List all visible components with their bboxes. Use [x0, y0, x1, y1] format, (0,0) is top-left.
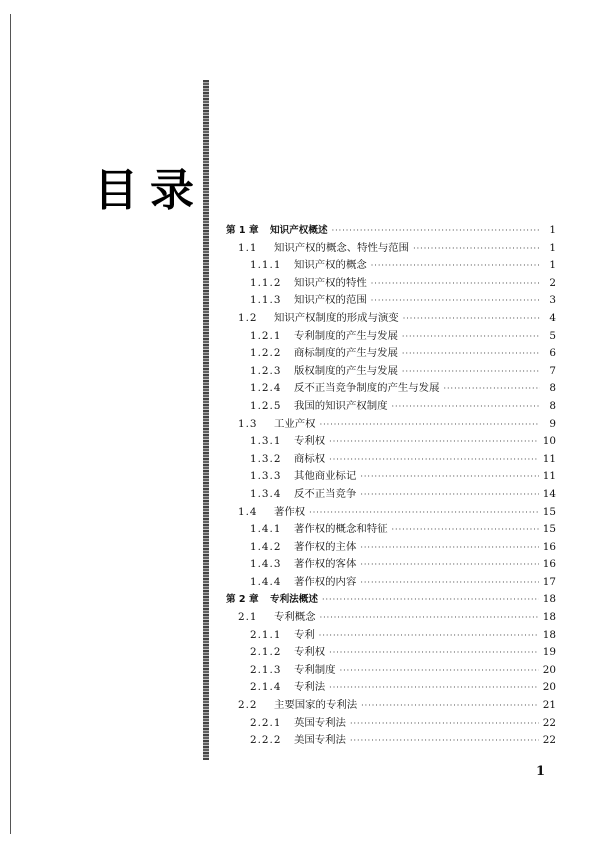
toc-entry-page: 20 — [542, 681, 556, 694]
toc-entry-number: 2.2 — [238, 699, 258, 712]
toc-entry-page: 16 — [542, 540, 556, 553]
toc-entry-title: 知识产权的概念、特性与范围 — [274, 241, 410, 254]
toc-entry-title: 主要国家的专利法 — [274, 699, 358, 712]
toc-subsection-row[interactable] — [226, 574, 556, 592]
toc-chapter-row[interactable] — [226, 222, 556, 240]
toc-entry-number: 2.1 — [238, 611, 258, 624]
dot-leader — [329, 644, 539, 662]
toc-entry-page: 11 — [542, 470, 556, 483]
page-title: 目录 — [94, 165, 206, 216]
toc-entry-page: 22 — [542, 734, 556, 747]
toc-entry-number: 2.1.4 — [250, 681, 282, 694]
toc-entry-title: 我国的知识产权制度 — [294, 399, 388, 412]
dot-leader — [350, 732, 539, 750]
toc-section-row[interactable] — [226, 240, 556, 258]
toc-entry-page: 17 — [542, 575, 556, 588]
dot-leader — [320, 609, 539, 627]
dot-leader — [402, 328, 540, 346]
toc-subsection-row[interactable] — [226, 486, 556, 504]
toc-entry-number: 1.3.2 — [250, 452, 282, 465]
toc-entry-number: 1.4.4 — [250, 575, 282, 588]
toc-section-row[interactable] — [226, 416, 556, 434]
toc-chapter-row[interactable] — [226, 591, 556, 609]
toc-subsection-row[interactable] — [226, 732, 556, 750]
toc-entry-number: 1.3.1 — [250, 435, 282, 448]
dot-leader — [360, 468, 538, 486]
toc-entry-page: 1 — [549, 241, 556, 254]
toc-entry-page: 18 — [542, 593, 556, 606]
toc-entry-number: 1.1 — [238, 241, 258, 254]
dot-leader — [392, 521, 539, 539]
toc-section-row[interactable] — [226, 310, 556, 328]
dot-leader — [322, 591, 539, 609]
toc-entry-page: 19 — [542, 646, 556, 659]
toc-entry-number: 1.2 — [238, 311, 258, 324]
toc-entry-title: 反不正当竞争制度的产生与发展 — [294, 382, 440, 395]
dot-leader — [361, 697, 539, 715]
toc-entry-page: 22 — [542, 716, 556, 729]
dot-leader — [320, 416, 540, 434]
toc-entry-title: 专利法概述 — [270, 594, 318, 606]
toc-entry-title: 专利制度的产生与发展 — [294, 329, 398, 342]
toc-entry-page: 4 — [549, 311, 556, 324]
dot-leader — [402, 363, 540, 381]
dot-leader — [329, 433, 539, 451]
toc-subsection-row[interactable] — [226, 345, 556, 363]
toc-entry-number: 第 1 章 — [226, 225, 259, 236]
toc-entry-title: 著作权的主体 — [294, 540, 357, 553]
toc-entry-number: 2.2.2 — [250, 734, 282, 747]
toc-entry-title: 商标权 — [294, 452, 326, 465]
toc-subsection-row[interactable] — [226, 451, 556, 469]
toc-entry-page: 2 — [549, 276, 556, 289]
toc-entry-title: 知识产权概述 — [270, 225, 328, 236]
toc-subsection-row[interactable] — [226, 257, 556, 275]
toc-subsection-row[interactable] — [226, 363, 556, 381]
dot-leader — [360, 574, 538, 592]
toc-entry-page: 5 — [549, 329, 556, 342]
toc-entry-number: 2.1.2 — [250, 646, 282, 659]
toc-subsection-row[interactable] — [226, 715, 556, 733]
toc-entry-title: 知识产权制度的形成与演变 — [274, 311, 399, 324]
dot-leader — [329, 451, 539, 469]
dot-leader — [443, 380, 540, 398]
toc-entry-page: 1 — [549, 224, 556, 236]
toc-entry-title: 美国专利法 — [294, 734, 346, 747]
toc-entry-title: 专利权 — [294, 435, 326, 448]
toc-entry-page: 21 — [542, 699, 556, 712]
toc-subsection-row[interactable] — [226, 380, 556, 398]
dot-leader — [360, 486, 538, 504]
toc-entry-page: 6 — [549, 347, 556, 360]
toc-entry-page: 15 — [542, 505, 556, 518]
toc-section-row[interactable] — [226, 504, 556, 522]
toc-entry-page: 11 — [542, 452, 556, 465]
toc-subsection-row[interactable] — [226, 292, 556, 310]
toc-entry-number: 1.1.2 — [250, 276, 282, 289]
toc-entry-page: 3 — [549, 294, 556, 307]
toc-section-row[interactable] — [226, 697, 556, 715]
toc-entry-title: 著作权 — [274, 505, 306, 518]
toc-entry-number: 1.2.2 — [250, 347, 282, 360]
toc-subsection-row[interactable] — [226, 662, 556, 680]
page-edge-rule — [10, 14, 11, 834]
dot-leader — [350, 715, 539, 733]
toc-entry-number: 1.3.3 — [250, 470, 282, 483]
dot-leader — [319, 627, 539, 645]
toc-entry-title: 工业产权 — [274, 417, 316, 430]
dot-leader — [392, 398, 540, 416]
toc-entry-number: 1.2.3 — [250, 364, 282, 377]
dot-leader — [340, 662, 539, 680]
toc-subsection-row[interactable] — [226, 328, 556, 346]
toc-entry-title: 专利制度 — [294, 663, 336, 676]
toc-entry-title: 专利法 — [294, 681, 326, 694]
toc-entry-title: 著作权的内容 — [294, 575, 357, 588]
toc-entry-number: 1.4.2 — [250, 540, 282, 553]
toc-entry-page: 20 — [542, 663, 556, 676]
toc-subsection-row[interactable] — [226, 433, 556, 451]
toc-subsection-row[interactable] — [226, 398, 556, 416]
toc-entry-title: 专利权 — [294, 646, 326, 659]
toc-entry-title: 专利 — [294, 628, 315, 641]
toc-entry-page: 15 — [542, 523, 556, 536]
dot-leader — [360, 539, 538, 557]
dot-leader — [309, 504, 539, 522]
toc-entry-number: 2.2.1 — [250, 716, 282, 729]
dot-leader — [403, 310, 540, 328]
toc-entry-title: 版权制度的产生与发展 — [294, 364, 398, 377]
toc-entry-page: 9 — [549, 417, 556, 430]
toc-entry-title: 著作权的客体 — [294, 558, 357, 571]
toc-entry-number: 1.3 — [238, 417, 258, 430]
toc-entry-title: 知识产权的概念 — [294, 259, 367, 272]
toc-subsection-row[interactable] — [226, 521, 556, 539]
toc-subsection-row[interactable] — [226, 627, 556, 645]
toc-entry-title: 著作权的概念和特征 — [294, 523, 388, 536]
toc-entry-number: 1.3.4 — [250, 487, 282, 500]
toc-entry-title: 反不正当竞争 — [294, 487, 357, 500]
toc-entry-page: 14 — [542, 487, 556, 500]
toc-entry-page: 8 — [549, 399, 556, 412]
toc-subsection-row[interactable] — [226, 679, 556, 697]
toc-entry-number: 2.1.3 — [250, 663, 282, 676]
toc-subsection-row[interactable] — [226, 539, 556, 557]
dot-leader — [371, 275, 540, 293]
toc-subsection-row[interactable] — [226, 468, 556, 486]
toc-entry-number: 1.2.5 — [250, 399, 282, 412]
toc-entry-number: 第 2 章 — [226, 594, 259, 606]
toc-entry-number: 1.2.1 — [250, 329, 282, 342]
toc-entry-page: 1 — [549, 259, 556, 272]
toc-entry-title: 其他商业标记 — [294, 470, 357, 483]
toc-subsection-row[interactable] — [226, 644, 556, 662]
toc-entry-title: 英国专利法 — [294, 716, 346, 729]
dot-leader — [360, 556, 538, 574]
toc-entry-page: 16 — [542, 558, 556, 571]
dot-leader — [371, 257, 540, 275]
toc-entry-number: 1.4.3 — [250, 558, 282, 571]
toc-entry-number: 2.1.1 — [250, 628, 282, 641]
toc-entry-number: 1.4 — [238, 505, 258, 518]
dot-leader — [329, 679, 539, 697]
toc-section-row[interactable] — [226, 609, 556, 627]
toc-entry-page: 10 — [542, 435, 556, 448]
toc-subsection-row[interactable] — [226, 275, 556, 293]
toc-subsection-row[interactable] — [226, 556, 556, 574]
dot-leader — [332, 222, 540, 240]
toc-entry-title: 知识产权的范围 — [294, 294, 367, 307]
toc-entry-title: 知识产权的特性 — [294, 276, 367, 289]
toc-entry-number: 1.1.1 — [250, 259, 282, 272]
toc-entry-number: 1.1.3 — [250, 294, 282, 307]
toc-entry-page: 18 — [542, 611, 556, 624]
toc-entry-number: 1.2.4 — [250, 382, 282, 395]
dot-leader — [413, 240, 540, 258]
dot-leader — [402, 345, 540, 363]
toc-entry-title: 专利概念 — [274, 611, 316, 624]
page-number: 1 — [536, 764, 546, 779]
toc-entry-number: 1.4.1 — [250, 523, 282, 536]
table-of-contents — [226, 222, 556, 750]
toc-entry-page: 8 — [549, 382, 556, 395]
toc-entry-page: 18 — [542, 628, 556, 641]
toc-entry-title: 商标制度的产生与发展 — [294, 347, 398, 360]
dot-leader — [371, 292, 540, 310]
toc-entry-page: 7 — [549, 364, 556, 377]
